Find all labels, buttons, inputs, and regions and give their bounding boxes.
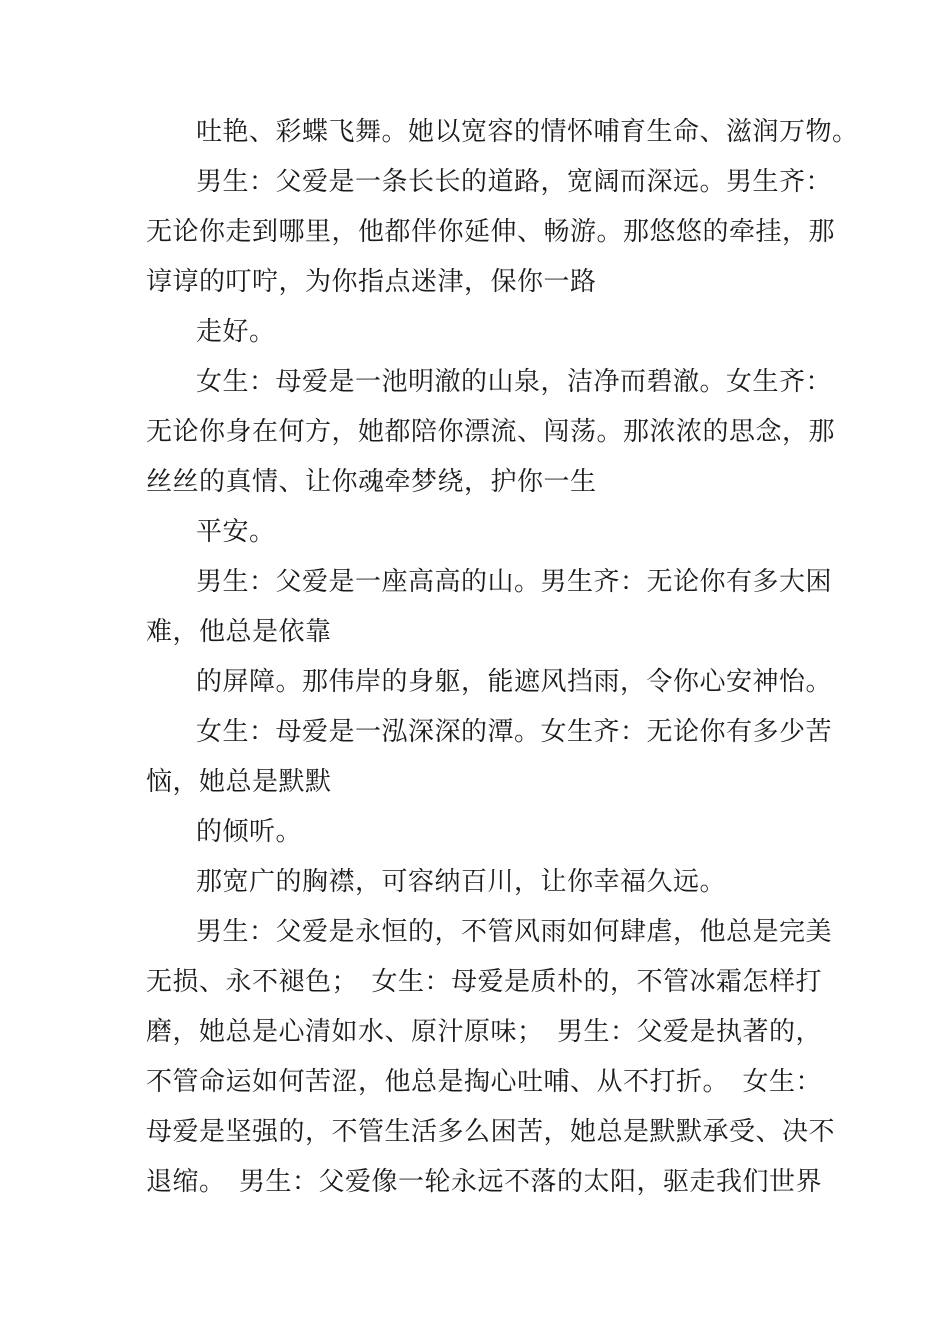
text-line: 磨，她总是心清如水、原汁原味； 男生：父爱是执著的， [146, 1017, 823, 1047]
text-line: 平安。 [196, 517, 276, 547]
text-line: 无论你身在何方，她都陪你漂流、闯荡。那浓浓的思念，那 [146, 417, 836, 447]
text-line: 女生：母爱是一泓深深的潭。女生齐：无论你有多少苦 [196, 717, 833, 747]
text-line: 的倾听。 [196, 817, 303, 847]
text-line: 女生：母爱是一池明澈的山泉，洁净而碧澈。女生齐： [196, 367, 833, 397]
text-line: 的屏障。那伟岸的身躯，能遮风挡雨，令你心安神怡。 [196, 667, 833, 697]
text-line: 男生：父爱是一条长长的道路，宽阔而深远。男生齐： [196, 167, 833, 197]
text-line: 吐艳、彩蝶飞舞。她以宽容的情怀哺育生命、滋润万物。 [196, 117, 859, 147]
text-line: 不管命运如何苦涩，他总是掏心吐哺、从不打折。 女生： [146, 1067, 823, 1097]
text-line: 那宽广的胸襟，可容纳百川，让你幸福久远。 [196, 867, 727, 897]
text-line: 难，他总是依靠 [146, 617, 332, 647]
text-line: 无损、永不褪色； 女生：母爱是质朴的，不管冰霜怎样打 [146, 967, 823, 997]
text-line: 退缩。 男生：父爱像一轮永远不落的太阳，驱走我们世界 [146, 1167, 823, 1197]
text-line: 走好。 [196, 317, 276, 347]
text-line: 恼，她总是默默 [146, 767, 332, 797]
text-line: 男生：父爱是一座高高的山。男生齐：无论你有多大困 [196, 567, 833, 597]
text-line: 丝丝的真情、让你魂牵梦绕，护你一生 [146, 467, 597, 497]
text-line: 谆谆的叮咛，为你指点迷津，保你一路 [146, 267, 597, 297]
text-line: 无论你走到哪里，他都伴你延伸、畅游。那悠悠的牵挂，那 [146, 217, 836, 247]
text-line: 母爱是坚强的，不管生活多么困苦，她总是默默承受、决不 [146, 1117, 836, 1147]
text-line: 男生：父爱是永恒的，不管风雨如何肆虐，他总是完美 [196, 917, 833, 947]
